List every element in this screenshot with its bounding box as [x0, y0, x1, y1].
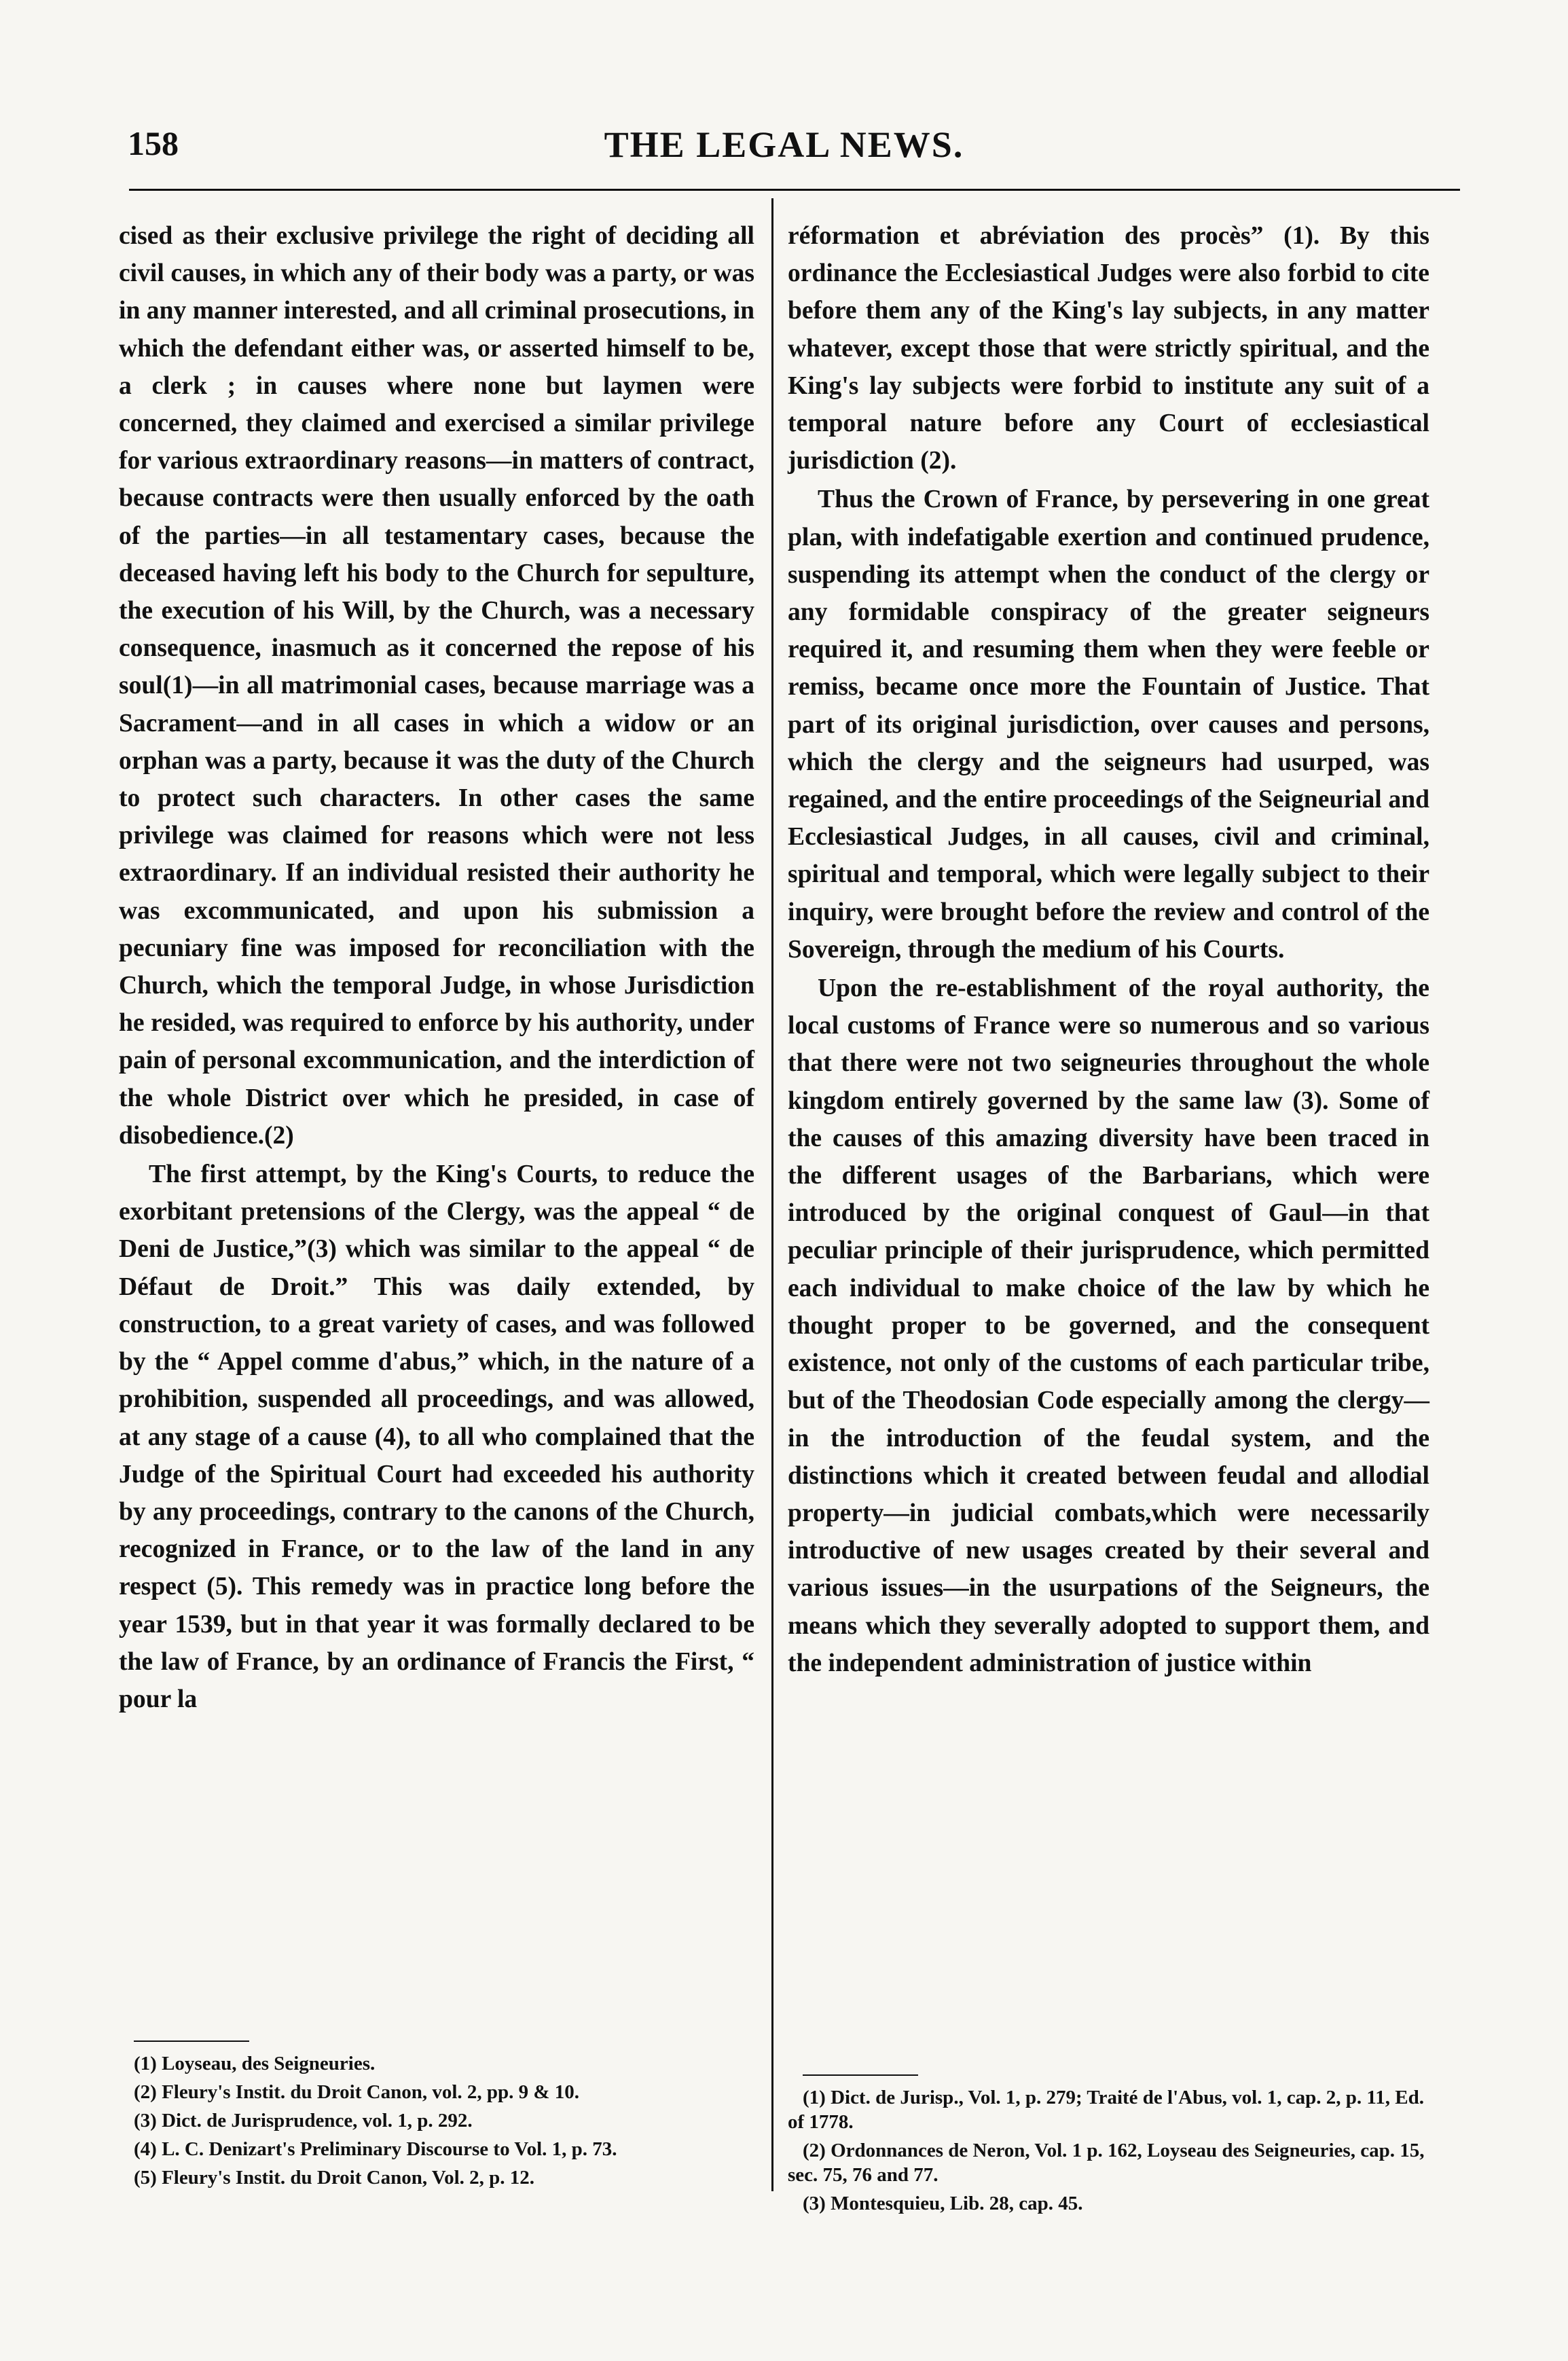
footnote: (1) Dict. de Jurisp., Vol. 1, p. 279; Traité de l'Abus, vol. 1, cap. 2, p. 11, Ed. of 1778. — [788, 2087, 1424, 2133]
right-paragraph-2: Thus the Crown of France, by persevering in one great plan, with indefatigable exertion and continued prudence, suspending its attempt when the conduct of the clergy or any formidable conspiracy of the greater seigneurs required it, and resuming them when they were feeble or remiss, became once more the Fountain of Justice. That part of its original jurisdiction, over causes and persons, which the clergy and the seigneurs had usurped, was regained, and the entire proceedings of the Seigneurial and Ecclesiastical Judges, in all causes, civil and criminal, spiritual and temporal, which were legally subject to their inquiry, were brought before the review and control of the Sovereign, through the medium of his Courts. — [788, 486, 1429, 964]
footnote: (3) Dict. de Jurisprudence, vol. 1, p. 292. — [134, 2110, 473, 2131]
footnote: (4) L. C. Denizart's Preliminary Discourse to Vol. 1, p. 73. — [134, 2138, 617, 2160]
header-rule — [129, 189, 1460, 191]
footnote-rule — [134, 2040, 249, 2042]
footnote: (1) Loyseau, des Seigneuries. — [134, 2053, 376, 2074]
page-number: 158 — [128, 124, 179, 162]
right-paragraph-1: réformation et abréviation des procès” (1). By this ordinance the Ecclesiastical Judges were also forbid to cite before them any of the King's lay subjects, in any matter whatever, except those that were strictly spiritual, and the King's lay subjects were forbid to institute any suit of a temporal nature before any Court of ecclesiastical jurisdiction (2). — [788, 222, 1429, 475]
left-paragraph-1: cised as their exclusive privilege the right of deciding all civil causes, in which any of their body was a party, or was in any manner interested, and all criminal prosecutions, in which the defendant either was, or asserted himself to be, a clerk ; in causes where none but laymen were concerned, they claimed and exercised a similar privilege for various extraordinary reasons—in matters of contract, because contracts were then usually enforced by the oath of the parties—in all testamentary cases, because the deceased having left his body to the Church for sepulture, the execution of his Will, by the Church, was a necessary consequence, inasmuch as it concerned the repose of his soul(1)—in all matrimonial cases, because marriage was a Sacrament—and in all cases in which a widow or an orphan was a party, because it was the duty of the Church to protect such characters. In other cases the same privilege was claimed for reasons which were not less extraordinary. If an individual resisted their authority he was excommunicated, and upon his submission a pecuniary fine was imposed for reconciliation with the Church, which the temporal Judge, in whose Jurisdiction he resided, was required to enforce by his authority, under pain of personal excommunication, and the interdiction of the whole District over which he presided, in case of disobedience.(2) — [119, 222, 754, 1150]
running-title: THE LEGAL NEWS. — [604, 124, 964, 165]
left-paragraph-2: The first attempt, by the King's Courts, to reduce the exorbitant pretensions of the Clergy, was the appeal “ de Deni de Justice,”(3) which was similar to the appeal “ de Défaut de Droit.” This was daily extended, by construction, to a great variety of cases, and was followed by the “ Appel comme d'abus,” which, in the nature of a prohibition, suspended all proceedings, and was allowed, at any stage of a cause (4), to all who complained that the Judge of the Spiritual Court had exceeded his authority by any proceedings, contrary to the canons of the Church, recognized in France, or to the law of the land in any respect (5). This remedy was in practice long before the year 1539, but in that year it was formally declared to be the law of France, by an ordinance of Francis the First, “ pour la — [119, 1160, 754, 1713]
footnote-rule — [803, 2074, 918, 2076]
footnotes-left — [119, 2040, 754, 2194]
footnote: (5) Fleury's Instit. du Droit Canon, Vol. 2, p. 12. — [134, 2167, 535, 2189]
footnotes-right — [788, 2074, 1429, 2220]
footnote: (2) Ordonnances de Neron, Vol. 1 p. 162, Loyseau des Seigneuries, cap. 15, sec. 75, 76 and 77. — [788, 2140, 1425, 2186]
footnote: (3) Montesquieu, Lib. 28, cap. 45. — [803, 2193, 1083, 2214]
column-divider — [771, 198, 773, 2191]
right-paragraph-3: Upon the re-establishment of the royal authority, the local customs of France were so numerous and so various that there were not two seigneuries throughout the whole kingdom entirely governed by the same law (3). Some of the causes of this amazing diversity have been traced in the different usages of the Barbarians, which were introduced by the original conquest of Gaul—in that peculiar principle of their jurisprudence, which permitted each individual to make choice of the law by which he thought proper to be governed, and the consequent existence, not only of the customs of each particular tribe, but of the Theodosian Code especially among the clergy—in the introduction of the feudal system, and the distinctions which it created between feudal and allodial property—in judicial combats,which were necessarily introductive of new usages created by their several and various issues—in the usurpations of the Seigneurs, the means which they severally adopted to support them, and the independent administration of justice within — [788, 974, 1429, 1677]
left-column — [119, 217, 754, 1718]
right-column — [788, 217, 1429, 1682]
footnote: (2) Fleury's Instit. du Droit Canon, vol. 2, pp. 9 & 10. — [134, 2081, 580, 2103]
